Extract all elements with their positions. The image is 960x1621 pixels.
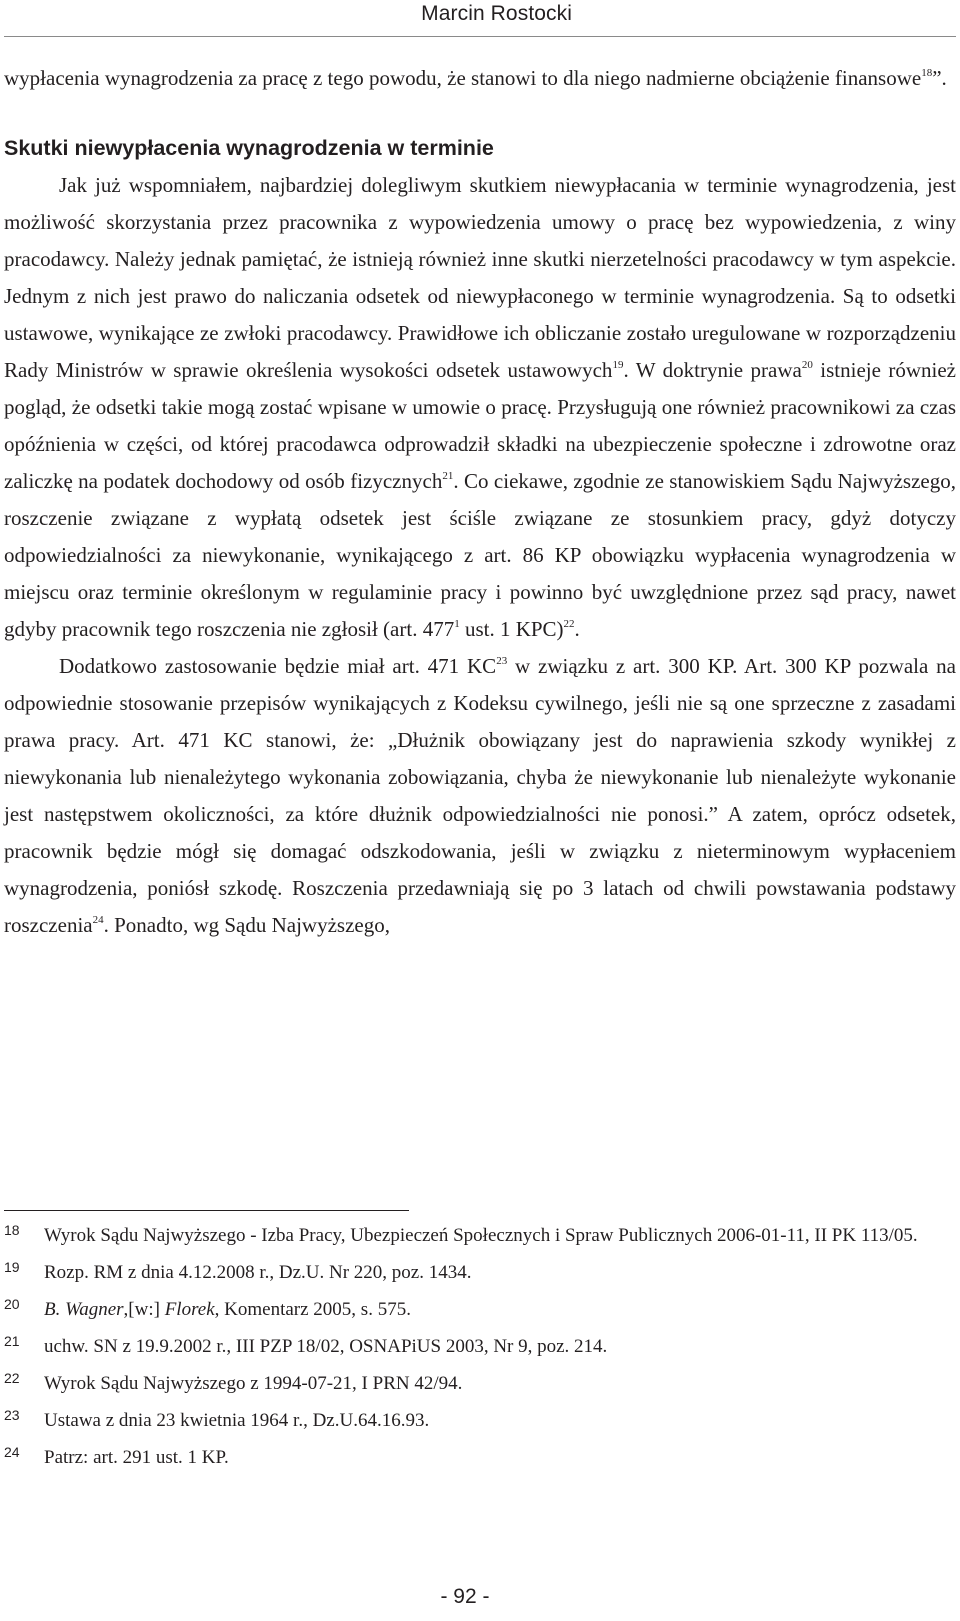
page-header [0, 0, 960, 38]
footnote-ref-18[interactable]: 18 [921, 67, 933, 79]
paragraph-text: . W doktrynie prawa [623, 358, 802, 382]
footnotes [4, 1224, 956, 1483]
footnote-ref-20[interactable]: 20 [801, 359, 813, 371]
footnote-number: 24 [4, 1444, 20, 1460]
footnote-ref-23[interactable]: 23 [496, 655, 508, 667]
running-head-author: Marcin Rostocki [421, 2, 572, 25]
paragraph-text: ”. [932, 66, 947, 90]
footnote-22 [4, 1372, 956, 1396]
footnote-number: 20 [4, 1296, 20, 1312]
paragraph-text: Dodatkowo zastosowanie będzie miał art. 471 KC [59, 654, 497, 678]
paragraph-text: w związku z art. 300 KP. Art. 300 KP pozwala na odpowiednie stosowanie przepisów wynikających z Kodeksu cywilnego, jeśli nie są one sprzeczne z zasadami prawa pracy. Art. 471 KC stanowi, że: „Dłużnik obowiązany jest do naprawienia szkody wynikłej z niewykonania lub nienależytego wykonania zobowiązania, chyba że niewykonanie lub nienależyte wykonanie jest następstwem okoliczności, za które dłużnik odpowiedzialności nie ponosi.” A zatem, oprócz odsetek, pracownik będzie mógł się domagać odszkodowania, jeśli w związku z nieterminowym wypłaceniem wynagrodzenia, poniósł szkodę. Roszczenia przedawniają się po 3 latach od chwili powstawania podstawy roszczenia [4, 654, 956, 937]
footnote-text: Wyrok Sądu Najwyższego z 1994-07-21, I PRN 42/94. [44, 1373, 463, 1394]
footnote-text [44, 1298, 956, 1322]
paragraph-text: istnieje również pogląd, że odsetki takie mogą zostać wpisane w umowie o pracę. Przysługują one również pracownikowi za czas opóźnienia w części, od której pracodawca odprowadził składki na ubezpieczenie społeczne i zdrowotne oraz zaliczkę na podatek dochodowy od osób fizycznych [4, 358, 956, 493]
page-number: - 92 - [440, 1585, 490, 1608]
footnote-divider [4, 1210, 409, 1211]
paragraph-main [4, 167, 956, 648]
footnote-19 [4, 1261, 956, 1285]
footnote-24 [4, 1446, 956, 1470]
footnote-number: 22 [4, 1370, 20, 1386]
footnote-20 [4, 1298, 956, 1322]
footnote-text: Patrz: art. 291 ust. 1 KP. [44, 1447, 229, 1468]
paragraph-text: . [574, 617, 580, 641]
footnote-ref-21[interactable]: 21 [442, 470, 454, 482]
paragraph-text: wypłacenia wynagrodzenia za pracę z tego powodu, że stanowi to dla niego nadmierne obciążenie finansowe [4, 66, 922, 90]
paragraph-text: . Co ciekawe, zgodnie ze stanowiskiem Sądu Najwyższego, roszczenie związane z wypłatą odsetek jest ściśle związane ze stosunkiem pracy, gdyż dotyczy odpowiedzialności za niewykonanie, wynikającego z art. 86 KP obowiązku wypłacenia wynagrodzenia w miejscu oraz terminie określonym w regulaminie pracy i powinno być uwzględnione przez sąd pracy, nawet gdyby pracownik tego roszczenia nie zgłosił (art. 477 [4, 469, 956, 641]
footnote-text-part: ,[w:] [123, 1299, 165, 1320]
main-text [4, 60, 956, 944]
footnote-text: Wyrok Sądu Najwyższego - Izba Pracy, Ubezpieczeń Społecznych i Spraw Publicznych 2006-01-11, II PK 113/05. [44, 1225, 918, 1246]
footnote-text: Ustawa z dnia 23 kwietnia 1964 r., Dz.U.64.16.93. [44, 1410, 430, 1431]
footnote-number: 21 [4, 1333, 20, 1349]
footnote-18 [4, 1224, 956, 1248]
footnote-ref-22[interactable]: 22 [563, 618, 575, 630]
footnote-text: uchw. SN z 19.9.2002 r., III PZP 18/02, OSNAPiUS 2003, Nr 9, poz. 214. [44, 1336, 608, 1357]
footnote-23 [4, 1409, 956, 1433]
footnote-number: 23 [4, 1407, 20, 1423]
footnote-ref-24[interactable]: 24 [92, 914, 104, 926]
footnote-21 [4, 1335, 956, 1359]
superscript-1: 1 [454, 618, 460, 630]
footnote-text-part: , Komentarz 2005, s. 575. [214, 1299, 411, 1320]
paragraph-text: ust. 1 KPC) [459, 617, 564, 641]
footnote-author: B. Wagner [44, 1299, 124, 1320]
footnote-ref-19[interactable]: 19 [612, 359, 624, 371]
paragraph-text: Jak już wspomniałem, najbardziej dolegliwym skutkiem niewypłacania w terminie wynagrodzenia, jest możliwość skorzystania przez pracownika z wypowiedzenia umowy o pracę bez wypowiedzenia, z winy pracodawcy. Należy jednak pamiętać, że istnieją również inne skutki nierzetelności pracodawcy w tym aspekcie. Jednym z nich jest prawo do naliczania odsetek od niewypłaconego w terminie wynagrodzenia. Są to odsetki ustawowe, wynikające ze zwłoki pracodawcy. Prawidłowe ich obliczanie zostało uregulowane w rozporządzeniu Rady Ministrów w sprawie określenia wysokości odsetek ustawowych [4, 173, 956, 382]
footnote-number: 19 [4, 1259, 20, 1275]
footnote-work: Florek [164, 1299, 215, 1320]
footnote-number: 18 [4, 1222, 20, 1238]
section-heading: Skutki niewypłacenia wynagrodzenia w terminie [4, 136, 494, 160]
paragraph-second [4, 648, 956, 944]
footnote-text: Rozp. RM z dnia 4.12.2008 r., Dz.U. Nr 220, poz. 1434. [44, 1262, 472, 1283]
paragraph-intro [4, 60, 956, 97]
header-divider [4, 36, 956, 37]
paragraph-text: . Ponadto, wg Sądu Najwyższego, [103, 913, 390, 937]
